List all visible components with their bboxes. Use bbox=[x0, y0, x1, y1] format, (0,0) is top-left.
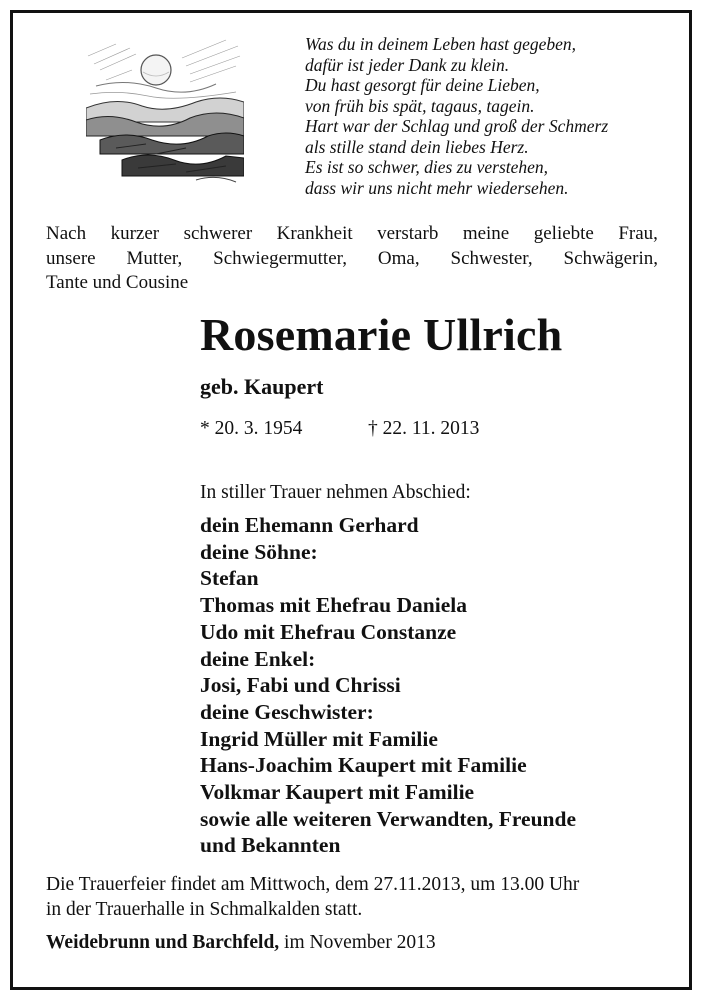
birth-name: geb. Kaupert bbox=[200, 374, 324, 399]
poem bbox=[305, 34, 675, 198]
intro-word: unsere bbox=[46, 247, 96, 269]
intro-word: Frau, bbox=[618, 223, 658, 244]
mourners-list bbox=[200, 512, 576, 859]
intro-word: Schwester, bbox=[450, 247, 533, 269]
signature-date: im November 2013 bbox=[284, 932, 436, 953]
intro-word: verstarb bbox=[377, 223, 439, 244]
mourner-line: Hans-Joachim Kaupert mit Familie bbox=[200, 753, 527, 778]
mourner-line: Udo mit Ehefrau Constanze bbox=[200, 619, 457, 644]
mourner-line: sowie alle weiteren Verwandten, Freunde bbox=[200, 806, 577, 831]
poem-line: dass wir uns nicht mehr wiedersehen. bbox=[305, 177, 569, 198]
intro-word: geliebte bbox=[533, 223, 594, 244]
intro-line bbox=[46, 247, 658, 272]
poem-line: Hart war der Schlag und groß der Schmerz bbox=[305, 116, 609, 136]
funeral-line: in der Trauerhalle in Schmalkalden statt. bbox=[46, 899, 363, 920]
intro-word: schwerer bbox=[183, 223, 253, 244]
poem-line: Du hast gesorgt für deine Lieben, bbox=[305, 75, 540, 95]
poem-line: von früh bis spät, tagaus, tagein. bbox=[305, 95, 535, 116]
poem-line: dafür ist jeder Dank zu klein. bbox=[305, 54, 510, 75]
deceased-name: Rosemarie Ullrich bbox=[200, 309, 563, 360]
birth-date: * 20. 3. 1954 bbox=[200, 418, 303, 439]
death-date: † 22. 11. 2013 bbox=[368, 418, 480, 439]
sunset-landscape-icon bbox=[86, 36, 244, 188]
mourner-line: Volkmar Kaupert mit Familie bbox=[200, 780, 475, 805]
funeral-line: Die Trauerfeier findet am Mittwoch, dem 27.11.2013, um 13.00 Uhr bbox=[46, 874, 580, 895]
mourner-line: Thomas mit Ehefrau Daniela bbox=[200, 593, 467, 618]
intro-paragraph bbox=[46, 222, 658, 296]
intro-word: meine bbox=[462, 223, 510, 244]
mourner-line: Ingrid Müller mit Familie bbox=[200, 726, 438, 751]
poem-line: Es ist so schwer, dies zu verstehen, bbox=[305, 157, 549, 177]
poem-line: als stille stand dein liebes Herz. bbox=[305, 136, 529, 157]
intro-word: Schwägerin, bbox=[563, 247, 658, 269]
mourner-line: Stefan bbox=[200, 566, 259, 591]
mourner-line: deine Geschwister: bbox=[200, 699, 374, 724]
mourner-line: deine Enkel: bbox=[200, 646, 316, 671]
intro-word: Schwiegermutter, bbox=[213, 247, 347, 269]
intro-word: Krankheit bbox=[276, 223, 353, 244]
mourner-line: dein Ehemann Gerhard bbox=[200, 513, 419, 537]
intro-word: Oma, bbox=[377, 247, 420, 269]
intro-line bbox=[46, 222, 658, 247]
signature-line bbox=[46, 932, 436, 954]
mourning-intro: In stiller Trauer nehmen Abschied: bbox=[200, 482, 471, 503]
funeral-notice bbox=[46, 872, 579, 922]
mourner-line: deine Söhne: bbox=[200, 539, 318, 564]
intro-word: Mutter, bbox=[126, 247, 183, 269]
intro-word: Nach bbox=[46, 223, 87, 244]
mourner-line: und Bekannten bbox=[200, 833, 341, 858]
signature-places: Weidebrunn und Barchfeld, bbox=[46, 932, 280, 953]
intro-line: Tante und Cousine bbox=[46, 272, 189, 293]
intro-word: kurzer bbox=[110, 223, 160, 244]
mourner-line: Josi, Fabi und Chrissi bbox=[200, 673, 401, 698]
poem-line: Was du in deinem Leben hast gegeben, bbox=[305, 34, 577, 54]
